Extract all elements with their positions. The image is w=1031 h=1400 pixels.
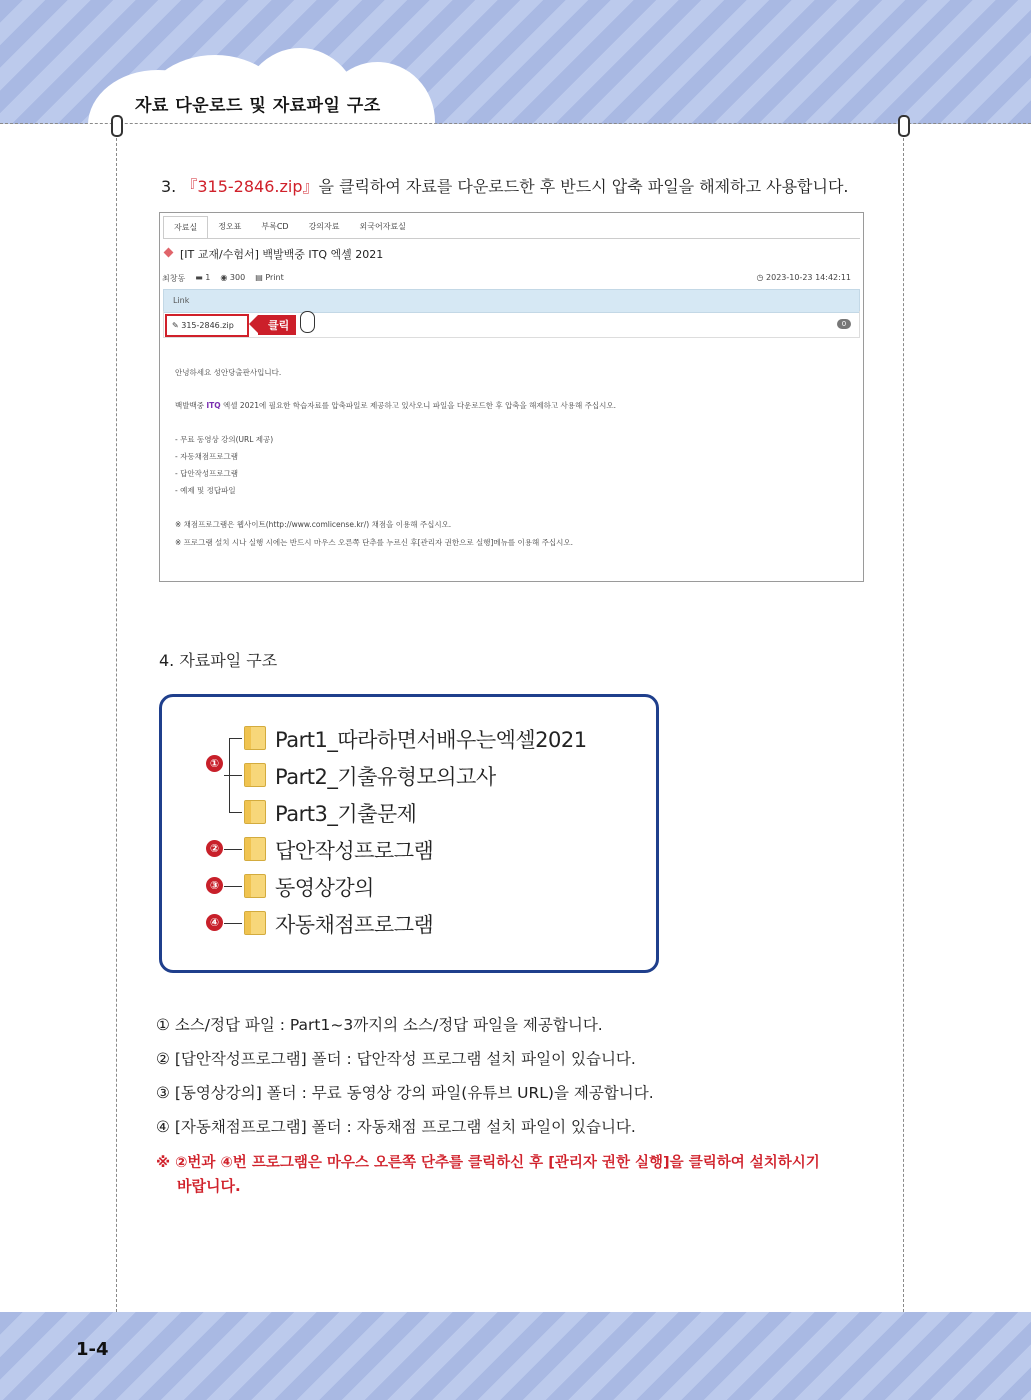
post-author: 최창동 [162,274,186,283]
marker-1: ① [206,755,223,772]
comment-count-value: 1 [205,273,211,282]
bottom-stripe-band [0,1312,1031,1400]
folder-icon [244,911,266,935]
step4-title: 4. 자료파일 구조 [159,651,278,670]
printer-icon: ▤ [255,273,266,282]
post-greeting: 안녕하세요 성안당출판사입니다. [175,368,282,377]
marker-3: ③ [206,877,223,894]
step3-filename: 『315-2846.zip』 [181,177,319,196]
step3-text: 을 클릭하여 자료를 다운로드한 후 반드시 압축 파일을 해제하고 사용합니다. [318,177,849,196]
intro-text: 엑셀 2021에 필요한 학습자료를 압축파일로 제공하고 있사오니 파일을 다운로드한 후 압축을 해제하고 사용해 주십시오. [220,401,617,410]
step3-number: 3. [161,177,182,196]
tree-connector [224,886,242,887]
folder-icon [244,837,266,861]
intro-itq: ITQ [206,401,221,410]
post-date-value: 2023-10-23 14:42:11 [766,273,851,282]
warning-note-continued: 바랍니다. [177,1177,241,1195]
list-item: - 자동채점프로그램 [175,452,239,461]
eye-icon: ◉ [220,273,230,282]
tab-lecture-materials[interactable]: 강의자료 [308,222,340,231]
page-header-title: 자료 다운로드 및 자료파일 구조 [135,96,381,116]
view-count-value: 300 [229,273,246,282]
folder-name: 동영상강의 [275,876,374,900]
tree-connector [224,923,242,924]
binder-ring-icon [111,115,123,137]
link-header-bar [163,289,860,313]
comment-count [195,273,210,284]
folder-icon [244,726,266,750]
tab-appendix-cd[interactable]: 부록CD [261,222,289,231]
print-label: Print [265,273,284,282]
post-note: ※ 프로그램 설치 시나 실행 시에는 반드시 마우스 오른쪽 단추를 누르신 후[관리자 권한으로 실행]메뉴를 이용해 주십시오. [175,538,574,547]
folder-name: Part2_기출유형모의고사 [275,765,496,789]
description-item: ③ [동영상강의] 폴더 : 무료 동영상 강의 파일(유튜브 URL)을 제공합니다. [156,1084,654,1102]
tree-connector [224,775,242,776]
post-date [757,273,852,282]
comment-icon: ▬ [195,273,206,282]
tab-foreign-language[interactable]: 외국어자료실 [359,222,406,231]
folder-name: Part3_기출문제 [275,802,417,826]
folder-structure-box [159,694,659,973]
header-cloud [320,62,435,182]
download-count-badge: 0 [837,319,851,329]
view-count [220,273,245,284]
tree-connector [229,812,242,813]
right-dashed-border [903,128,904,1312]
folder-name: 답안작성프로그램 [275,839,434,863]
left-dashed-border [116,128,117,1312]
tab-divider [163,238,860,239]
folder-icon [244,763,266,787]
folder-name: 자동채점프로그램 [275,913,434,937]
mouse-icon [300,311,315,333]
folder-name: Part1_따라하면서배우는엑셀2021 [275,728,587,752]
warning-note: ※ ②번과 ④번 프로그램은 마우스 오른쪽 단추를 클릭하신 후 [관리자 권한 실행]을 클릭하여 설치하시기 [156,1155,820,1171]
tab-resources[interactable]: 자료실 [163,216,208,238]
post-intro [175,400,616,411]
description-item: ① 소스/정답 파일 : Part1~3까지의 소스/정답 파일을 제공합니다. [156,1016,603,1034]
description-item: ④ [자동채점프로그램] 폴더 : 자동채점 프로그램 설치 파일이 있습니다. [156,1118,636,1136]
print-link[interactable] [255,273,284,284]
zip-file-link[interactable] [165,314,249,337]
step3-instruction [161,174,848,197]
list-item: - 답안작성프로그램 [175,469,239,478]
folder-icon [244,800,266,824]
folder-icon [244,874,266,898]
click-callout: 클릭 [258,315,296,335]
board-tabs [163,216,416,238]
post-note: ※ 채점프로그램은 웹사이트(http://www.comlicense.kr/) 채점을 이용해 주십시오. [175,520,452,529]
intro-prefix: 백발백중 [175,401,207,410]
marker-4: ④ [206,914,223,931]
diamond-bullet-icon [164,248,174,258]
list-item: - 예제 및 정답파일 [175,486,236,495]
tab-errata[interactable]: 정오표 [218,222,242,231]
list-item: - 무료 동영상 강의(URL 제공) [175,435,274,444]
zip-file-name: 315-2846.zip [181,321,234,330]
marker-2: ② [206,840,223,857]
clock-icon: ◷ [756,273,767,282]
page-number: 1-4 [76,1339,109,1360]
post-meta [162,273,284,284]
tree-connector [229,738,242,739]
binder-ring-icon [898,115,910,137]
header-dashed-line [0,123,1031,124]
post-title: [IT 교재/수험서] 백발백중 ITQ 엑셀 2021 [180,248,384,261]
link-icon: ✎ [172,321,182,330]
description-item: ② [답안작성프로그램] 폴더 : 답안작성 프로그램 설치 파일이 있습니다. [156,1050,636,1068]
link-header-label: Link [173,296,190,305]
tree-connector [224,849,242,850]
download-page-screenshot [159,212,864,582]
